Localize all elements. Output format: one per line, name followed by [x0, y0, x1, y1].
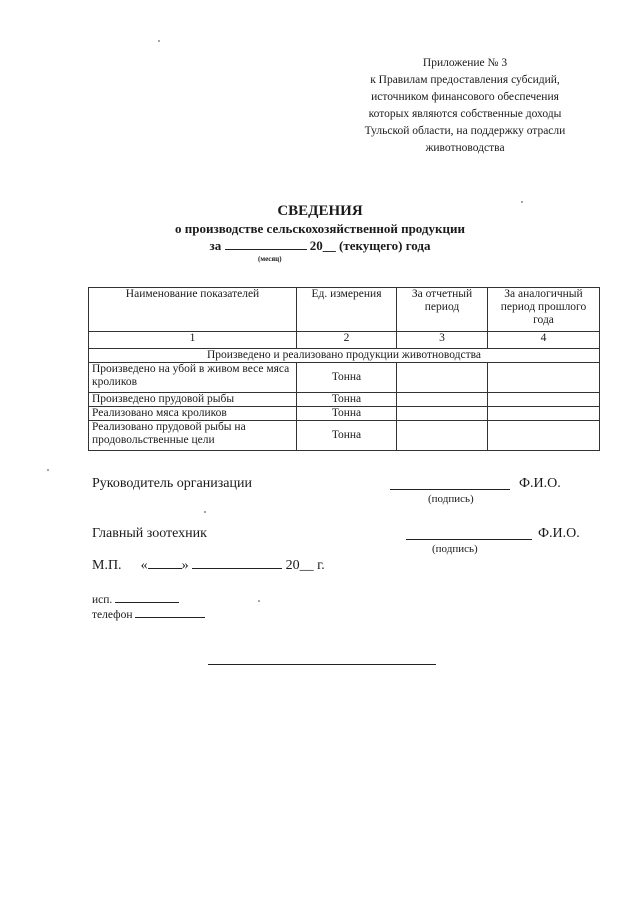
appendix-line: к Правилам предоставления субсидий,	[370, 74, 560, 86]
period-suffix: (текущего) года	[339, 238, 431, 253]
column-header: Ед. измерения	[297, 288, 397, 332]
row-unit: Тонна	[297, 407, 397, 421]
head-signature-caption: (подпись)	[428, 493, 474, 505]
column-number: 1	[89, 332, 297, 349]
current-value-cell[interactable]	[397, 407, 488, 421]
date-open-quote: «	[140, 558, 148, 573]
stamp-label: М.П.	[92, 558, 122, 573]
table-row	[89, 393, 600, 407]
scan-speck	[204, 511, 206, 513]
row-name: Произведено прудовой рыбы	[89, 393, 297, 407]
date-close-quote: »	[181, 558, 189, 573]
section-title: Произведено и реализовано продукции животноводства	[89, 349, 600, 363]
table-row	[89, 407, 600, 421]
appendix-line: которых являются собственные доходы	[368, 108, 562, 120]
bottom-separator	[208, 664, 436, 665]
column-number-row	[89, 332, 600, 349]
column-header: Наименование показателей	[89, 288, 297, 332]
executor-line	[92, 594, 179, 606]
previous-value-cell[interactable]	[488, 393, 600, 407]
row-unit: Тонна	[297, 393, 397, 407]
appendix-line: животноводства	[425, 142, 505, 154]
period-prefix: за	[209, 238, 222, 253]
scan-speck	[47, 469, 49, 471]
executor-label: исп.	[92, 594, 113, 606]
column-number: 4	[488, 332, 600, 349]
period-year: 20__	[309, 238, 336, 253]
previous-value-cell[interactable]	[488, 363, 600, 393]
table-row	[89, 363, 600, 393]
table-header-row	[89, 288, 600, 332]
date-line	[92, 558, 325, 574]
appendix-line: источником финансового обеспечения	[371, 91, 559, 103]
period-line	[0, 238, 640, 254]
zootechnician-signature-line[interactable]	[406, 539, 532, 540]
row-name: Реализовано прудовой рыбы на продовольственные цели	[89, 421, 297, 451]
scan-speck	[258, 600, 260, 602]
zootechnician-label: Главный зоотехник	[92, 526, 207, 541]
column-number: 3	[397, 332, 488, 349]
executor-blank[interactable]	[115, 602, 179, 603]
current-value-cell[interactable]	[397, 421, 488, 451]
document-title: СВЕДЕНИЯ	[277, 203, 363, 219]
report-table	[88, 287, 600, 451]
phone-label: телефон	[92, 609, 133, 621]
head-name: Ф.И.О.	[519, 476, 561, 491]
date-year: 20__	[285, 558, 314, 573]
table-row	[89, 421, 600, 451]
zootechnician-signature-caption: (подпись)	[432, 543, 478, 555]
head-signature-line[interactable]	[390, 489, 510, 490]
date-suffix: г.	[317, 558, 325, 573]
day-blank[interactable]	[148, 568, 182, 569]
zootechnician-name: Ф.И.О.	[538, 526, 580, 541]
head-label: Руководитель организации	[92, 476, 252, 491]
scan-speck	[521, 201, 523, 203]
phone-blank[interactable]	[135, 617, 205, 618]
row-name: Реализовано мяса кроликов	[89, 407, 297, 421]
month-blank[interactable]	[225, 249, 307, 250]
column-number: 2	[297, 332, 397, 349]
row-unit: Тонна	[297, 363, 397, 393]
column-header: За отчетный период	[397, 288, 488, 332]
section-row	[89, 349, 600, 363]
document-subtitle: о производстве сельскохозяйственной продукции	[175, 221, 465, 236]
appendix-line: Приложение № 3	[422, 57, 508, 69]
scan-speck	[158, 40, 160, 42]
row-name: Произведено на убой в живом весе мяса кроликов	[89, 363, 297, 393]
month-blank-date[interactable]	[192, 568, 282, 569]
row-unit: Тонна	[297, 421, 397, 451]
month-caption: (месяц)	[258, 255, 282, 263]
appendix-block	[330, 55, 600, 157]
current-value-cell[interactable]	[397, 393, 488, 407]
previous-value-cell[interactable]	[488, 421, 600, 451]
phone-line	[92, 609, 205, 621]
column-header: За аналогичный период прошлого года	[488, 288, 600, 332]
previous-value-cell[interactable]	[488, 407, 600, 421]
current-value-cell[interactable]	[397, 363, 488, 393]
appendix-line: Тульской области, на поддержку отрасли	[364, 125, 566, 137]
